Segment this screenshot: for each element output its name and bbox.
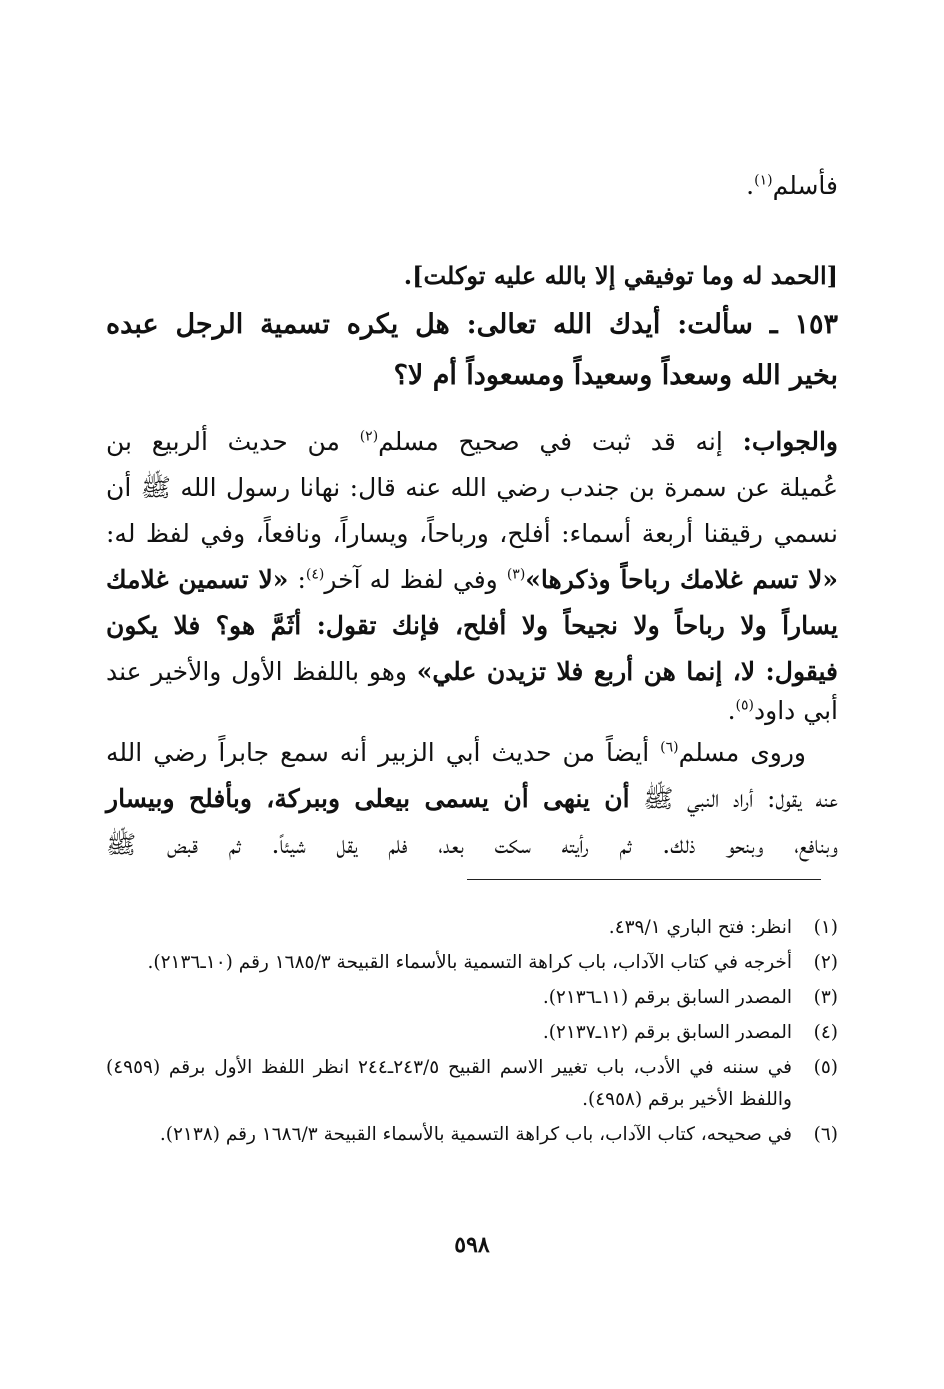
text-line bbox=[106, 163, 838, 208]
text-line bbox=[106, 730, 838, 775]
text-span: ١٥٣ ـ سألت: أيدك الله تعالى: هل يكره تسمية الرجل عبده bbox=[106, 309, 838, 340]
hadith-quote: «لا تسم غلامك رباحاً وذكرها» bbox=[525, 565, 839, 594]
text-line bbox=[106, 688, 838, 733]
text-span: عُميلة عن سمرة بن جندب رضي الله عنه قال: نهانا رسول الله ﷺ أن bbox=[106, 473, 838, 502]
text-line bbox=[106, 603, 838, 648]
footnote-ref: (٥) bbox=[735, 697, 755, 714]
text-span: وروى مسلم bbox=[678, 738, 807, 767]
hadith-quote: أن ينهى أن يسمى بيعلى وببركة، وبأفلح وبيسار bbox=[106, 784, 630, 813]
footnote bbox=[106, 1052, 838, 1116]
footnote bbox=[106, 1119, 838, 1151]
text-span: من حديث ألربيع بن bbox=[106, 427, 360, 456]
text-line bbox=[106, 253, 838, 298]
page-number: ٥٩٨ bbox=[454, 1232, 490, 1258]
text-span: وهو باللفظ الأول والأخير عند bbox=[106, 657, 417, 686]
hadith-quote: «لا تسمين غلامك bbox=[106, 565, 289, 594]
text-span: بخير الله وسعداً وسعيداً ومسعوداً أم لا؟ bbox=[393, 360, 838, 391]
text-line bbox=[106, 511, 838, 556]
text-span: عنه يقول: أراد النبي ﷺ bbox=[629, 784, 838, 813]
footnote-number: (٦) bbox=[813, 1124, 838, 1145]
question-heading bbox=[106, 300, 838, 350]
footnote-ref: (٤) bbox=[305, 566, 325, 583]
footnote-ref: (٢) bbox=[359, 428, 379, 445]
text-line bbox=[106, 557, 838, 602]
text-line bbox=[106, 776, 838, 821]
footnote-text: المصدر السابق برقم (١٢ـ٢١٣٧). bbox=[542, 1022, 792, 1043]
text-span: : bbox=[288, 565, 306, 594]
text-line bbox=[106, 419, 838, 464]
text-span: . bbox=[746, 171, 755, 200]
footnote-number: (٣) bbox=[813, 987, 838, 1008]
footnote bbox=[106, 1017, 838, 1049]
footnote bbox=[106, 982, 838, 1014]
text-span: أبي داود bbox=[754, 696, 838, 725]
footnote-text: أخرجه في كتاب الآداب، باب كراهة التسمية بالأسماء القبيحة ١٦٨٥/٣ رقم (١٠ـ٢١٣٦). bbox=[147, 952, 792, 973]
text-span: . bbox=[727, 696, 736, 725]
answer-label: والجواب: bbox=[742, 427, 838, 456]
footnote-text: في صحيحه، كتاب الآداب، باب كراهة التسمية بالأسماء القبيحة ١٦٨٦/٣ رقم (٢١٣٨). bbox=[159, 1124, 792, 1145]
footnote bbox=[106, 912, 838, 944]
footnote-number: (١) bbox=[813, 917, 838, 938]
text-span: وفي لفظ له آخر bbox=[324, 565, 507, 594]
footnote-ref: (٣) bbox=[506, 566, 526, 583]
text-span: [الحمد له وما توفيقي إلا بالله عليه توكلت]. bbox=[403, 261, 838, 290]
footnote-number: (٢) bbox=[813, 952, 838, 973]
footnote-text: المصدر السابق برقم (١١ـ٢١٣٦). bbox=[542, 987, 792, 1008]
text-span: نسمي رقيقنا أربعة أسماء: أفلح، ورباحاً، ويساراً، ونافعاً، وفي لفظ له: bbox=[106, 519, 838, 548]
question-heading bbox=[106, 351, 838, 401]
footnote-ref: (١) bbox=[754, 172, 773, 189]
footnote-divider bbox=[467, 879, 821, 880]
text-span: فأسلم bbox=[772, 171, 838, 200]
footnote-number: (٤) bbox=[813, 1022, 838, 1043]
text-span: أيضاً من حديث أبي الزبير أنه سمع جابراً رضي الله bbox=[106, 738, 661, 767]
footnote-number: (٥) bbox=[813, 1057, 838, 1078]
text-line bbox=[106, 465, 838, 510]
footnotes bbox=[106, 912, 838, 1154]
hadith-quote: يساراً ولا رباحاً ولا نجيحاً ولا أفلح، فإنك تقول: أثَمَّ هو؟ فلا يكون bbox=[106, 611, 838, 640]
footnote-text: في سننه في الأدب، باب تغيير الاسم القبيح ٢٤٣/٥ـ٢٤٤ انظر اللفظ الأول برقم (٤٩٥٩) واللفظ الأخير برقم (٤٩٥٨). bbox=[106, 1057, 792, 1110]
text-span: إنه قد ثبت في صحيح مسلم bbox=[378, 427, 743, 456]
hadith-quote: فيقول: لا، إنما هن أربع فلا تزيدن علي» bbox=[416, 657, 839, 686]
text-span: وبنافع، وبنحو ذلك. ثم رأيته سكت بعد، فلم يقل شيئاً. ثم قبض ﷺ bbox=[106, 830, 838, 859]
text-line bbox=[106, 822, 838, 867]
footnote-ref: (٦) bbox=[660, 739, 679, 756]
footnote bbox=[106, 947, 838, 979]
footnote-text: انظر: فتح الباري ٤٣٩/١. bbox=[608, 917, 792, 938]
